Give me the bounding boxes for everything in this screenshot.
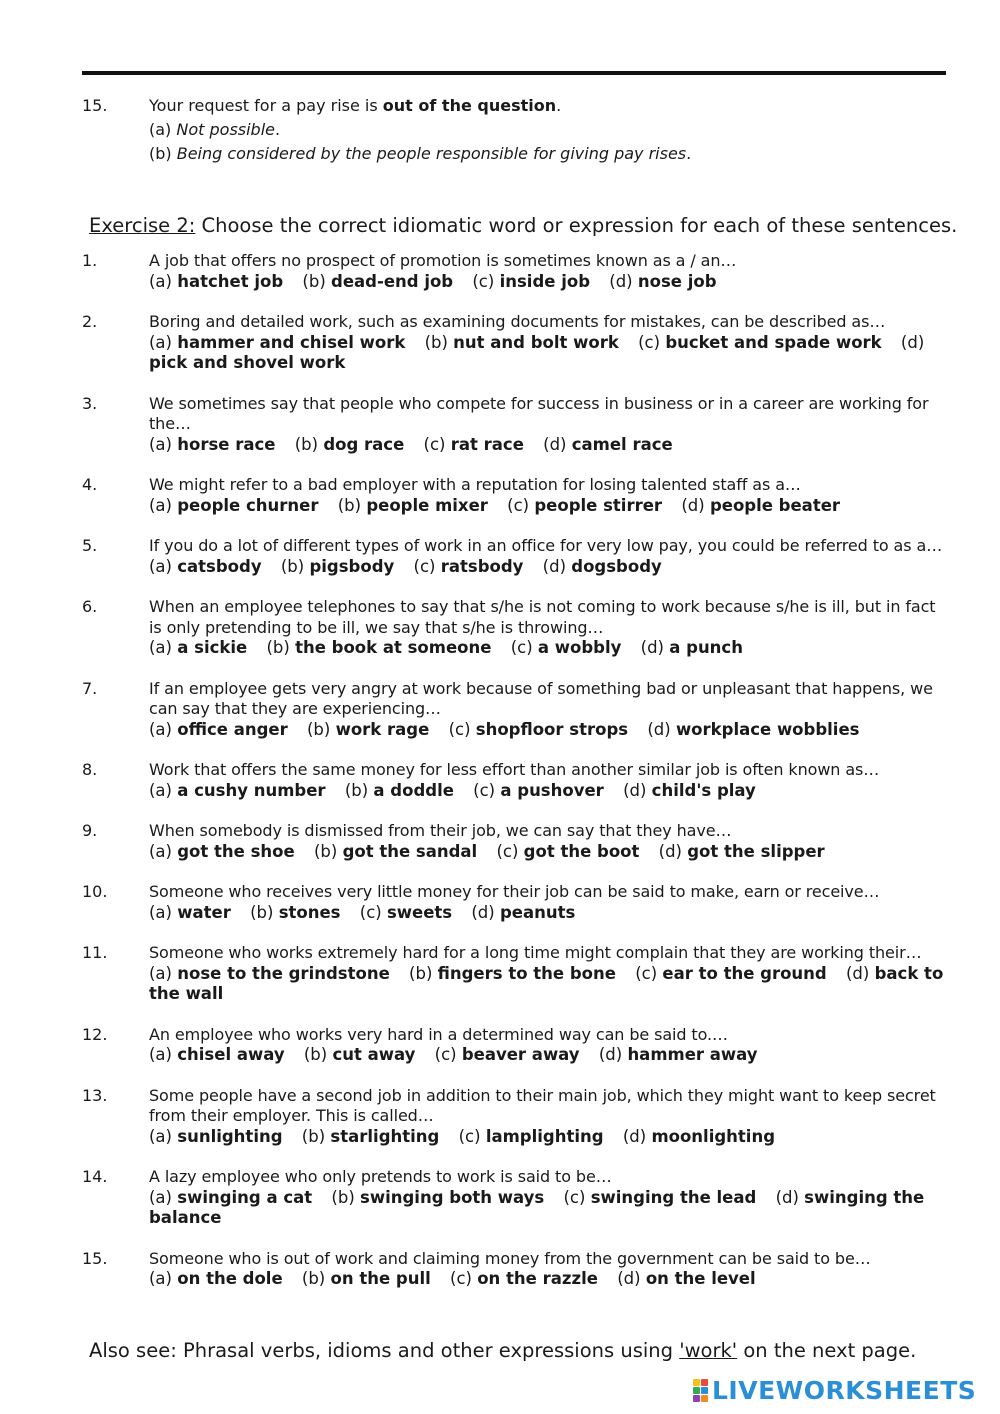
- option-letter: (d): [623, 780, 647, 800]
- question-number: 14.: [82, 1167, 108, 1186]
- option[interactable]: [459, 1127, 604, 1146]
- option-text: people stirrer: [534, 495, 663, 515]
- options-row: [149, 903, 944, 924]
- options-row: [149, 435, 944, 456]
- option-letter: (d): [617, 1269, 641, 1288]
- option-text: office anger: [177, 719, 288, 739]
- option[interactable]: [623, 781, 756, 800]
- option-text: hammer and chisel work: [177, 332, 406, 352]
- option[interactable]: [331, 1188, 544, 1207]
- option-text: water: [177, 902, 231, 922]
- option[interactable]: [449, 720, 629, 739]
- option-text: swinging a cat: [177, 1187, 313, 1207]
- option-letter: (c): [638, 332, 661, 352]
- option[interactable]: [360, 903, 452, 922]
- option-text: peanuts: [499, 902, 576, 922]
- question-text: Someone who is out of work and claiming money from the government can be said to be…: [149, 1248, 871, 1268]
- option-text: nose job: [637, 271, 717, 291]
- question-text: An employee who works very hard in a determined way can be said to.…: [149, 1024, 728, 1044]
- option-text: swinging the balance: [149, 1187, 925, 1227]
- option[interactable]: [511, 638, 622, 657]
- option-letter: (c): [473, 780, 496, 800]
- option[interactable]: [623, 1127, 775, 1146]
- question-number: 5.: [82, 536, 98, 555]
- option-letter: (d): [681, 495, 705, 515]
- option-text: on the razzle: [477, 1269, 598, 1288]
- option-text: lamplighting: [485, 1126, 604, 1146]
- option[interactable]: [659, 842, 825, 861]
- question-number: 10.: [82, 882, 108, 901]
- exercise-2-heading: [89, 212, 957, 240]
- option-letter: (b): [303, 1045, 328, 1064]
- logo-block: [693, 1387, 700, 1394]
- question-item: [82, 679, 944, 741]
- option[interactable]: [450, 1269, 598, 1288]
- option-text: back to the wall: [149, 963, 944, 1003]
- option[interactable]: [435, 1045, 580, 1064]
- question-text: When an employee telephones to say that s/he is not coming to work because s/he is ill, but in fact is only pretending to be ill, we say that s/he is throwing…: [149, 597, 936, 637]
- option-letter: (a): [149, 434, 172, 454]
- option-letter: (a): [149, 1269, 172, 1288]
- option[interactable]: [472, 272, 590, 291]
- option-letter: (b): [313, 841, 338, 861]
- options-row: [149, 1188, 944, 1229]
- option[interactable]: [345, 781, 454, 800]
- idiom: out of the question: [382, 96, 557, 115]
- question-item: [82, 1025, 944, 1066]
- options-row: [149, 333, 944, 374]
- question-text: If an employee gets very angry at work because of something bad or unpleasant that happens, we can say that they are experiencing…: [149, 678, 933, 718]
- option-text: got the sandal: [342, 841, 478, 861]
- option[interactable]: [250, 903, 340, 922]
- option-letter: (a): [149, 780, 172, 800]
- option-text: a cushy number: [177, 780, 326, 800]
- option-text: inside job: [499, 271, 591, 291]
- option[interactable]: [149, 272, 283, 291]
- question-number: 15.: [82, 1248, 108, 1268]
- option-letter: (b): [306, 719, 331, 739]
- option-letter: (b): [301, 1126, 326, 1146]
- option-text: a punch: [669, 638, 743, 657]
- option[interactable]: [302, 1127, 440, 1146]
- option[interactable]: [543, 557, 662, 576]
- option-letter: (c): [434, 1045, 457, 1064]
- option-letter: (d): [640, 638, 664, 657]
- option-text: sweets: [386, 902, 453, 922]
- question-text: Someone who works extremely hard for a long time might complain that they are working their…: [149, 943, 922, 962]
- option-letter: (b): [424, 332, 448, 352]
- option-letter: (d): [609, 271, 633, 291]
- option-text: got the boot: [523, 841, 640, 861]
- question-item: [82, 312, 944, 374]
- option-text: bucket and spade work: [665, 332, 882, 352]
- question-text: Boring and detailed work, such as examining documents for mistakes, can be described as…: [149, 312, 886, 331]
- option-text: catsbody: [177, 556, 262, 576]
- logo-block: [701, 1395, 708, 1402]
- option-letter: (d): [846, 963, 870, 983]
- option-text: cut away: [332, 1045, 416, 1064]
- option-letter: (a): [149, 638, 172, 657]
- option-b[interactable]: (b) Being considered by the people responsible for giving pay rises.: [149, 144, 692, 163]
- option-text: swinging the lead: [590, 1187, 757, 1207]
- option[interactable]: [304, 1045, 416, 1064]
- option[interactable]: [266, 638, 491, 657]
- option-letter: (b): [250, 902, 274, 922]
- option-text: a pushover: [500, 780, 604, 800]
- option-letter: (c): [359, 902, 382, 922]
- options-row: [149, 272, 944, 293]
- option-text: on the level: [645, 1269, 756, 1288]
- option-letter: (d): [542, 556, 567, 576]
- option[interactable]: [149, 435, 275, 454]
- option-letter: (c): [635, 963, 658, 983]
- question-number: 7.: [82, 678, 98, 698]
- option-letter: (d): [658, 841, 682, 861]
- option-text: dogsbody: [571, 556, 662, 576]
- question-item: [82, 475, 944, 516]
- option-letter: (c): [507, 495, 530, 515]
- question-15-part1: [82, 94, 932, 166]
- question-text: Your request for a pay rise is out of the question.: [149, 96, 562, 115]
- option[interactable]: [414, 557, 524, 576]
- question-number: 9.: [82, 821, 98, 840]
- question-list: [82, 251, 944, 1310]
- option-letter: (a): [149, 1045, 172, 1064]
- logo-block: [693, 1379, 700, 1386]
- option-letter: (b): [337, 495, 362, 515]
- option-letter: (b): [294, 434, 319, 454]
- option-text: hatchet job: [177, 271, 284, 291]
- option-letter: (d): [471, 902, 495, 922]
- question-number: 1.: [82, 251, 98, 270]
- option-text: people beater: [709, 495, 841, 515]
- options-row: [149, 964, 944, 1005]
- option[interactable]: [149, 333, 405, 352]
- question-number: 3.: [82, 393, 98, 413]
- option-text: stones: [278, 902, 341, 922]
- also-see-note: Also see: Phrasal verbs, idioms and other expressions using 'work' on the next page.: [89, 1339, 917, 1362]
- options-row: [149, 638, 944, 659]
- option-text: people churner: [177, 495, 319, 515]
- option-text: pigsbody: [309, 556, 395, 576]
- options-row: [149, 1127, 944, 1148]
- option[interactable]: [564, 1188, 757, 1207]
- options-row: [149, 1045, 944, 1066]
- option-letter: (c): [563, 1187, 586, 1207]
- option-letter: (c): [510, 638, 533, 657]
- option[interactable]: [314, 842, 477, 861]
- option-letter: (a): [149, 1187, 172, 1207]
- options-row: [149, 781, 944, 802]
- question-item: [82, 760, 944, 801]
- question-text: Someone who receives very little money for their job can be said to make, earn or receive…: [149, 882, 880, 901]
- logo-block: [693, 1395, 700, 1402]
- question-number: 4.: [82, 475, 98, 494]
- option[interactable]: [338, 496, 488, 515]
- option-text: a wobbly: [537, 638, 622, 657]
- option-text: got the shoe: [177, 841, 295, 861]
- question-text: We might refer to a bad employer with a reputation for losing talented staff as a…: [149, 475, 801, 494]
- question-number: 12.: [82, 1024, 108, 1044]
- option-text: work rage: [335, 719, 430, 739]
- question-number: 8.: [82, 760, 98, 779]
- option[interactable]: [149, 903, 231, 922]
- option[interactable]: [149, 1045, 285, 1064]
- option-text: dead-end job: [331, 271, 454, 291]
- option-letter: (a): [149, 495, 172, 515]
- option-text: on the dole: [177, 1269, 283, 1288]
- option[interactable]: [473, 781, 604, 800]
- question-item: [82, 1086, 944, 1148]
- option-text: hammer away: [627, 1045, 758, 1064]
- question-text: We sometimes say that people who compete for success in business or in a career are working for the…: [149, 393, 929, 433]
- option-letter: (c): [458, 1126, 481, 1146]
- question-number: 2.: [82, 312, 98, 331]
- work-link[interactable]: 'work': [679, 1339, 738, 1362]
- option-text: ear to the ground: [662, 963, 827, 983]
- option-text: moonlighting: [651, 1126, 776, 1146]
- option[interactable]: [599, 1045, 758, 1064]
- option-text: chisel away: [177, 1045, 285, 1064]
- option-letter: (a): [149, 1126, 172, 1146]
- option[interactable]: [149, 1188, 312, 1207]
- option-letter: (c): [413, 556, 436, 576]
- option-letter: (b): [409, 963, 433, 983]
- option-text: a doddle: [373, 780, 454, 800]
- option-text: beaver away: [461, 1045, 580, 1064]
- option-text: fingers to the bone: [437, 963, 616, 983]
- option[interactable]: [507, 496, 662, 515]
- option-letter: (b): [266, 638, 290, 657]
- top-rule: [82, 71, 946, 75]
- option[interactable]: [295, 435, 405, 454]
- option-text: horse race: [177, 434, 276, 454]
- option[interactable]: [149, 557, 262, 576]
- option-text: shopfloor strops: [475, 719, 629, 739]
- option-text: sunlighting: [177, 1126, 283, 1146]
- question-item: [82, 821, 944, 862]
- logo-blocks-icon: [693, 1379, 708, 1402]
- option-a[interactable]: (a) Not possible.: [149, 120, 281, 139]
- option-text: nose to the grindstone: [177, 963, 390, 983]
- option-text: rat race: [450, 434, 524, 454]
- option[interactable]: [149, 964, 390, 983]
- option[interactable]: [638, 333, 882, 352]
- option-text: pick and shovel work: [149, 353, 346, 372]
- logo-block: [701, 1379, 708, 1386]
- option[interactable]: [302, 272, 453, 291]
- option-text: camel race: [571, 434, 673, 454]
- question-number: 6.: [82, 597, 98, 616]
- question-item: [82, 1167, 944, 1229]
- option[interactable]: [149, 842, 295, 861]
- options-row: [149, 842, 944, 863]
- option[interactable]: [307, 720, 429, 739]
- options-row: [149, 496, 944, 517]
- option-letter: (c): [448, 719, 471, 739]
- question-item: [82, 597, 944, 659]
- option-letter: (b): [302, 271, 326, 291]
- option-letter: (d): [598, 1045, 623, 1064]
- option-letter: (a): [149, 271, 172, 291]
- question-text: Work that offers the same money for less effort than another similar job is often known as…: [149, 760, 880, 779]
- option-letter: (d): [543, 434, 567, 454]
- option[interactable]: [149, 781, 326, 800]
- option-letter: (d): [622, 1126, 647, 1146]
- options-row: [149, 720, 944, 741]
- question-number: 13.: [82, 1085, 108, 1105]
- option-letter: (d): [775, 1187, 799, 1207]
- option-text: swinging both ways: [360, 1187, 545, 1207]
- option[interactable]: [409, 964, 616, 983]
- option-text: workplace wobblies: [675, 719, 860, 739]
- option-letter: (b): [280, 556, 305, 576]
- option[interactable]: [617, 1269, 755, 1288]
- exercise-instruction: Choose the correct idiomatic word or expression for each of these sentences.: [195, 214, 958, 237]
- option-letter: (a): [149, 556, 172, 576]
- question-text: Some people have a second job in addition to their main job, which they might want to keep secret from their employer. This is called…: [149, 1085, 936, 1125]
- option[interactable]: [609, 272, 716, 291]
- logo-text: LIVEWORKSHEETS: [712, 1376, 977, 1405]
- liveworksheets-logo: [693, 1376, 976, 1405]
- option-letter: (c): [423, 434, 446, 454]
- logo-block: [701, 1387, 708, 1394]
- option-text: a sickie: [177, 638, 248, 657]
- option-text: people mixer: [366, 495, 488, 515]
- option-letter: (a): [149, 719, 172, 739]
- option[interactable]: [635, 964, 827, 983]
- question-item: [82, 394, 944, 456]
- exercise-label: Exercise 2:: [89, 214, 196, 237]
- option[interactable]: [471, 903, 575, 922]
- option-text: child's play: [651, 780, 756, 800]
- option-letter: (a): [149, 902, 172, 922]
- option[interactable]: [149, 1269, 283, 1288]
- option-letter: (a): [149, 963, 172, 983]
- question-text: If you do a lot of different types of work in an office for very low pay, you could be referred to as a…: [149, 536, 943, 555]
- option-letter: (a): [149, 332, 172, 352]
- option-letter: (b): [301, 1269, 326, 1288]
- option[interactable]: [302, 1269, 431, 1288]
- question-number: 15.: [82, 96, 108, 115]
- question-item: [82, 882, 944, 923]
- option-text: on the pull: [330, 1269, 431, 1288]
- options-row: [149, 1269, 944, 1290]
- question-text: A lazy employee who only pretends to work is said to be…: [149, 1167, 612, 1186]
- option-text: the book at someone: [295, 638, 492, 657]
- question-number: 11.: [82, 943, 108, 962]
- option[interactable]: [496, 842, 639, 861]
- question-item: [82, 943, 944, 1005]
- option-letter: (c): [472, 271, 495, 291]
- option[interactable]: [149, 1127, 283, 1146]
- option-text: ratsbody: [440, 556, 524, 576]
- option-letter: (d): [647, 719, 671, 739]
- option-text: dog race: [323, 434, 405, 454]
- option-letter: (b): [344, 780, 369, 800]
- question-item: [82, 536, 944, 577]
- question-item: [82, 251, 944, 292]
- option-letter: (a): [149, 841, 172, 861]
- options-row: [149, 557, 944, 578]
- question-text: A job that offers no prospect of promotion is sometimes known as a / an…: [149, 251, 737, 270]
- option[interactable]: [647, 720, 859, 739]
- option[interactable]: [424, 435, 524, 454]
- question-text: When somebody is dismissed from their job, we can say that they have…: [149, 821, 732, 840]
- option[interactable]: [149, 720, 288, 739]
- option[interactable]: [425, 333, 619, 352]
- option[interactable]: [149, 496, 318, 515]
- option[interactable]: [681, 496, 840, 515]
- option[interactable]: [281, 557, 394, 576]
- option-text: got the slipper: [687, 841, 825, 861]
- question-item: [82, 1249, 944, 1290]
- option-letter: (c): [496, 841, 519, 861]
- option[interactable]: [149, 638, 247, 657]
- option-letter: (b): [331, 1187, 355, 1207]
- option[interactable]: [543, 435, 673, 454]
- option[interactable]: [641, 638, 743, 657]
- option-text: starlighting: [330, 1126, 440, 1146]
- option-letter: (c): [450, 1269, 472, 1288]
- option-letter: (d): [900, 332, 925, 352]
- option-text: nut and bolt work: [453, 332, 619, 352]
